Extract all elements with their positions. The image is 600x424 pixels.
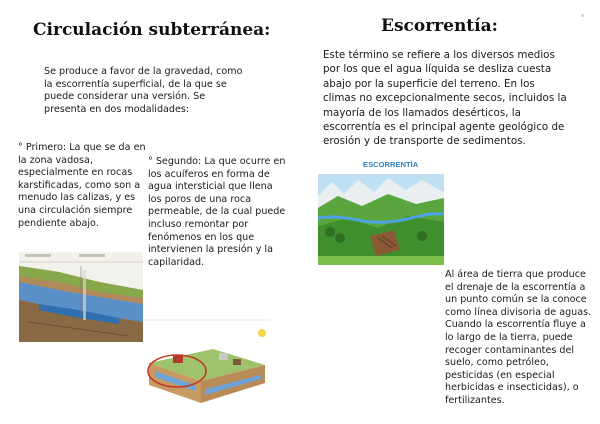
subterranea-first: ° Primero: La que se da en la zona vadosa, especialmente en rocas karstificadas, como son a menudo las calizas, y es una circulación siempre pendiente abajo. <box>18 142 146 229</box>
page-marker <box>581 14 584 17</box>
subterranea-intro: Se produce a favor de la gravedad, como la escorrentía superficial, de la que se puede considerar una versión. Se presenta en dos modalidades: <box>44 66 243 115</box>
groundwater-section-image <box>19 252 143 342</box>
runoff-image-heading: ESCORRENTÍA <box>363 160 419 169</box>
subterranea-second: ° Segundo: La que ocurre en los acuíferos en forma de agua intersticial que llena los poros de una roca permeable, de la cual puede incluso remontar por fenómenos en los que intervienen la presión y la capilaridad. <box>148 156 286 268</box>
left-title: Circulación subterránea: <box>33 20 271 40</box>
right-title: Escorrentía: <box>381 16 498 36</box>
runoff-landscape-image <box>318 156 444 265</box>
aquifer-block-image <box>143 319 270 411</box>
escorrentia-basin: Al área de tierra que produce el drenaje de la escorrentía a un punto común se la conoce como línea divisoria de aguas. Cuando la escorrentía fluye a lo largo de la tierra, puede recoger contaminantes del suelo, como petróleo, pesticidas (en especial herbicidas e insecticidas), o fertilizantes. <box>445 269 592 406</box>
escorrentia-definition: Este término se refiere a los diversos medios por los que el agua líquida se desliza cuesta abajo por la superficie del terreno. En los climas no excepcionalmente secos, incluidos la mayoría de los llamados desérticos, la escorrentía es el principal agente geológico de erosión y de transporte de sedimentos. <box>323 49 567 148</box>
